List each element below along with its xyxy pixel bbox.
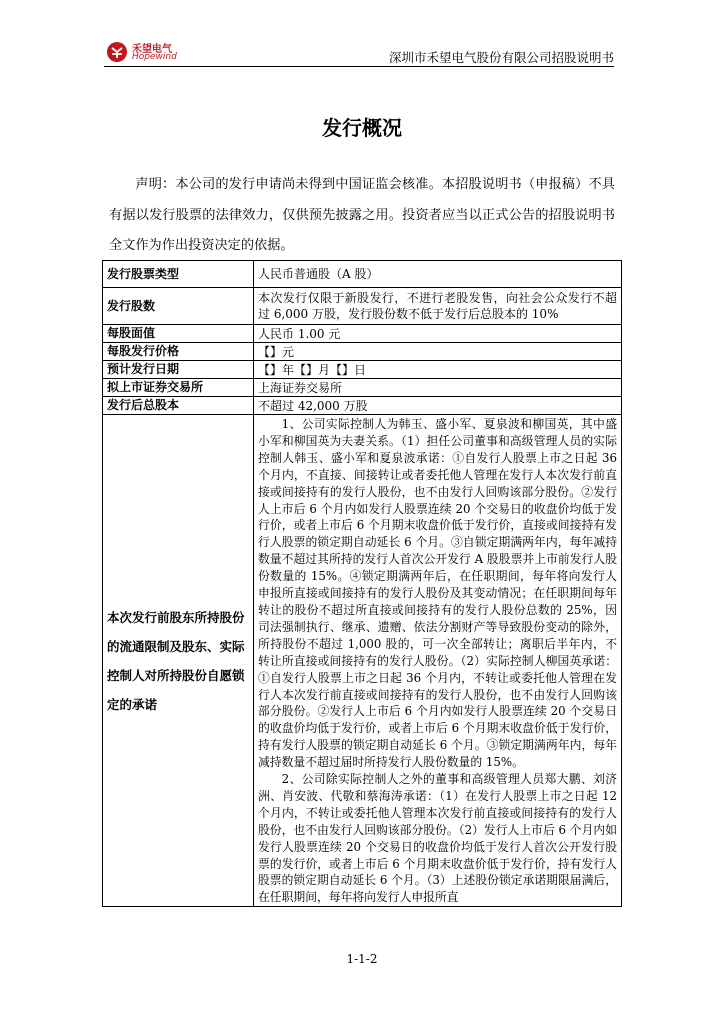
lockup-commitments — [254, 415, 622, 907]
logo-english-name: Hopewind — [132, 52, 177, 62]
table-row-lockup — [103, 415, 622, 907]
page-title: 发行概况 — [322, 116, 402, 140]
row-label: 预计发行日期 — [103, 361, 254, 379]
row-value: 不超过 42,000 万股 — [254, 397, 622, 415]
row-value: 上海证券交易所 — [254, 379, 622, 397]
logo-chinese-name: 禾望电气 — [132, 44, 172, 55]
lockup-label: 本次发行前股东所持股份的流通限制及股东、实际控制人对所持股份自愿锁定的承诺 — [103, 415, 254, 907]
row-label: 拟上市证券交易所 — [103, 379, 254, 397]
row-label: 发行后总股本 — [103, 397, 254, 415]
page-number: 1-1-2 — [346, 952, 378, 966]
offering-overview-table — [102, 260, 622, 907]
table-row — [103, 379, 622, 397]
table-row — [103, 261, 622, 288]
table-row — [103, 343, 622, 361]
table-row — [103, 397, 622, 415]
row-value: 【】元 — [254, 343, 622, 361]
table-row — [103, 288, 622, 325]
row-value: 人民币 1.00 元 — [254, 325, 622, 343]
row-label: 发行股票类型 — [103, 261, 254, 288]
table-row — [103, 325, 622, 343]
row-label: 每股面值 — [103, 325, 254, 343]
document-title: 深圳市禾望电气股份有限公司招股说明书 — [388, 50, 614, 65]
page-header — [104, 40, 614, 67]
row-value: 【】年【】月【】日 — [254, 361, 622, 379]
row-value: 人民币普通股（A 股） — [254, 261, 622, 288]
lockup-paragraph-2: 2、公司除实际控制人之外的董事和高级管理人员郑大鹏、刘济洲、肖安波、代敬和蔡海涛承诺：（1）在发行人股票上市之日起 12 个月内，不转让或委托他人管理本次发行前直接或间接持有的发行人股份，也不由发行人回购该部分股份。（2）发行人上市后 6 个月内如发行人股票连续 20 个交易日的收盘价均低于发行人首次公开发行股票的发行价，或者上市后 6 个月期末收盘价低于发行价，持有发行人股票的锁定期自动延长 6 个月。（3）上述股份锁定承诺期限届满后，在任职期间，每年将向发行人申报所直 — [258, 772, 617, 905]
table-row — [103, 361, 622, 379]
row-value: 本次发行仅限于新股发行，不进行老股发售，向社会公众发行不超过 6,000 万股，发行股份数不低于发行后总股本的 10% — [254, 288, 622, 325]
lockup-paragraph-1: 1、公司实际控制人为韩玉、盛小军、夏泉波和柳国英，其中盛小军和柳国英为夫妻关系。（1）担任公司董事和高级管理人员的实际控制人韩玉、盛小军和夏泉波承诺：①自发行人股票上市之日起 36 个月内，不直接、间接转让或者委托他人管理在发行人本次发行前直接或间接持有的发行人股份，也不由发行人回购该部分股份。②发行人上市后 6 个月内如发行人股票连续 20 个交易日的收盘价均低于发行价，或者上市后 6 个月期末收盘价低于发行价，直接或间接持有发行人股票的锁定期自动延长 6 个月。③自锁定期满两年内，每年减持数量不超过其所持的发行人首次公开发行 A 股股票并上市前发行人股份数量的 15%。④锁定期满两年后，在任职期间，每年将向发行人申报所直接或间接持有的发行人股份及其变动情况；在任职期间每年转让的股份不超过所直接或间接持有的发行人股份总数的 25%，因司法强制执行、继承、遗赠、依法分割财产等导致股份变动的除外，所持股份不超过 1,000 股的，可一次全部转让；离职后半年内，不转让所直接或间接持有的发行人股份。（2）实际控制人柳国英承诺：①自发行人股票上市之日起 36 个月内，不转让或委托他人管理在发行人本次发行前直接或间接持有的发行人股份，也不由发行人回购该部分股份。②发行人上市后 6 个月内如发行人股票连续 20 个交易日的收盘价均低于发行价，或者上市后 6 个月期末收盘价低于发行价，持有发行人股票的锁定期自动延长 6 个月。③锁定期满两年内，每年减持数量不超过届时所持发行人股份数量的 15%。 — [258, 417, 617, 770]
hopewind-logo-icon — [106, 41, 128, 63]
row-label: 发行股数 — [103, 288, 254, 325]
row-label: 每股发行价格 — [103, 343, 254, 361]
disclaimer-statement: 声明：本公司的发行申请尚未得到中国证监会核准。本招股说明书（申报稿）不具有据以发行股票的法律效力，仅供预先披露之用。投资者应当以正式公告的招股说明书全文作为作出投资决定的依据。 — [109, 177, 615, 253]
